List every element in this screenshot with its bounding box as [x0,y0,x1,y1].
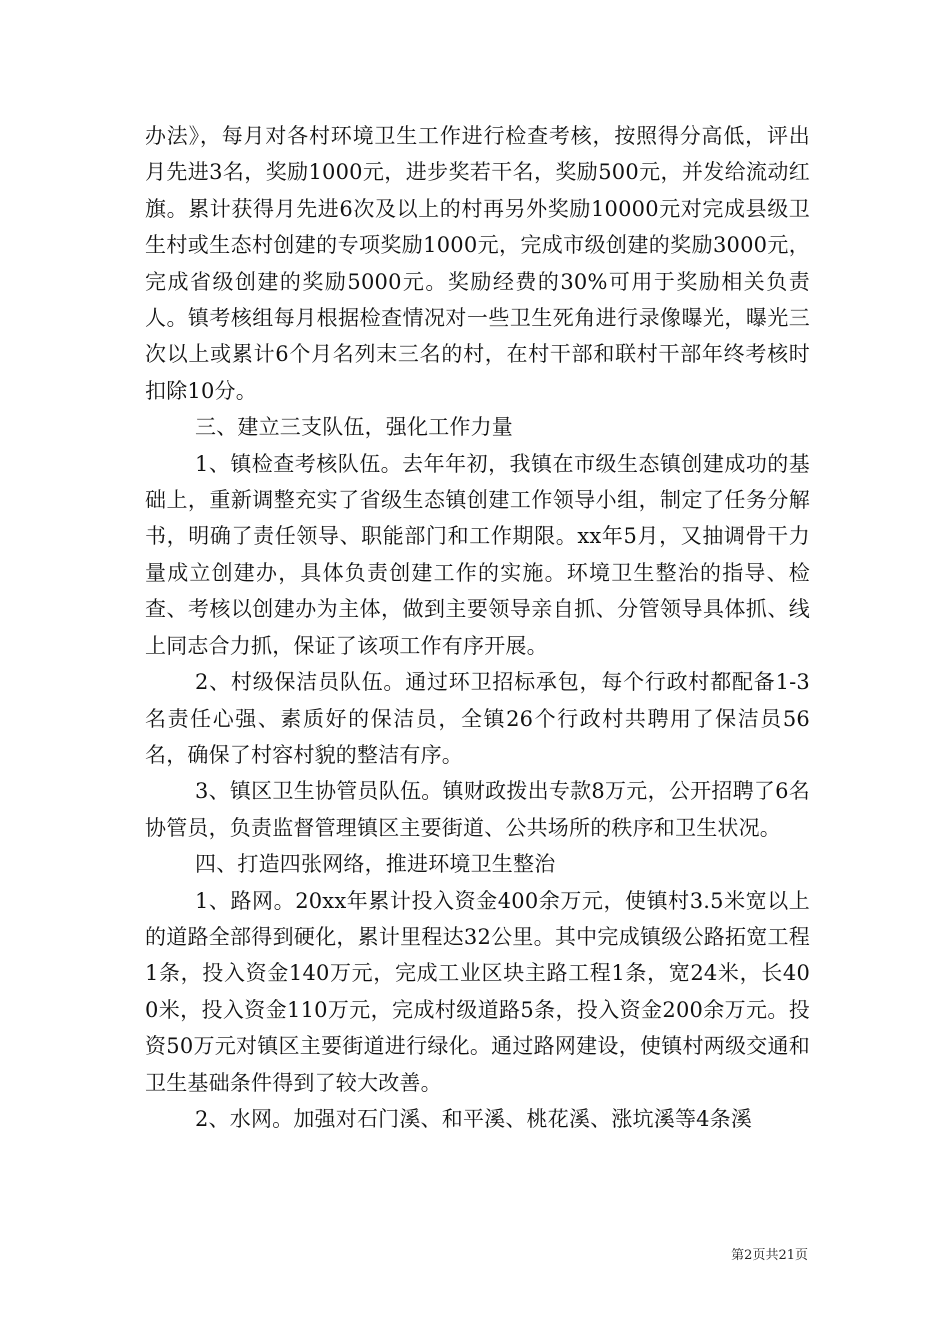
paragraph-inspection-team: 1、镇检查考核队伍。去年年初，我镇在市级生态镇创建成功的基础上，重新调整充实了省级生态镇创建工作领导小组，制定了任务分解书，明确了责任领导、职能部门和工作期限。xx年5月，又抽调骨干力量成立创建办，具体负责创建工作的实施。环境卫生整治的指导、检查、考核以创建办为主体，做到主要领导亲自抓、分管领导具体抓、线上同志合力抓，保证了该项工作有序开展。 [145,451,810,658]
paragraph-road-network: 1、路网。20xx年累计投入资金400余万元，使镇村3.5米宽以上的道路全部得到硬化，累计里程达32公里。其中完成镇级公路拓宽工程1条，投入资金140万元，完成工业区块主路工程1条，宽24米，长400米，投入资金110万元，完成村级道路5条，投入资金200余万元。投资50万元对镇区主要街道进行绿化。通过路网建设，使镇村两级交通和卫生基础条件得到了较大改善。 [145,888,810,1095]
section-heading-four: 四、打造四张网络，推进环境卫生整治 [195,852,556,877]
paragraph-coordinator-team: 3、镇区卫生协管员队伍。镇财政拨出专款8万元，公开招聘了6名协管员，负责监督管理镇区主要街道、公共场所的秩序和卫生状况。 [145,779,810,840]
paragraph-continuation: 办法》，每月对各村环境卫生工作进行检查考核，按照得分高低，评出月先进3名，奖励1000元，进步奖若干名，奖励500元，并发给流动红旗。累计获得月先进6次及以上的村再另外奖励10000元对完成县级卫生村或生态村创建的专项奖励1000元，完成市级创建的奖励3000元，完成省级创建的奖励5000元。奖励经费的30%可用于奖励相关负责人。镇考核组每月根据检查情况对一些卫生死角进行录像曝光，曝光三次以上或累计6个月名列末三名的村，在村干部和联村干部年终考核时扣除10分。 [145,124,810,403]
section-heading-three: 三、建立三支队伍，强化工作力量 [195,415,513,440]
paragraph-water-network: 2、水网。加强对石门溪、和平溪、桃花溪、涨坑溪等4条溪 [195,1106,753,1131]
page-number: 第2页共21页 [731,1248,808,1263]
paragraph-cleaner-team: 2、村级保洁员队伍。通过环卫招标承包，每个行政村都配备1-3名责任心强、素质好的保洁员，全镇26个行政村共聘用了保洁员56名，确保了村容村貌的整洁有序。 [145,670,810,767]
document-body [145,118,810,1137]
